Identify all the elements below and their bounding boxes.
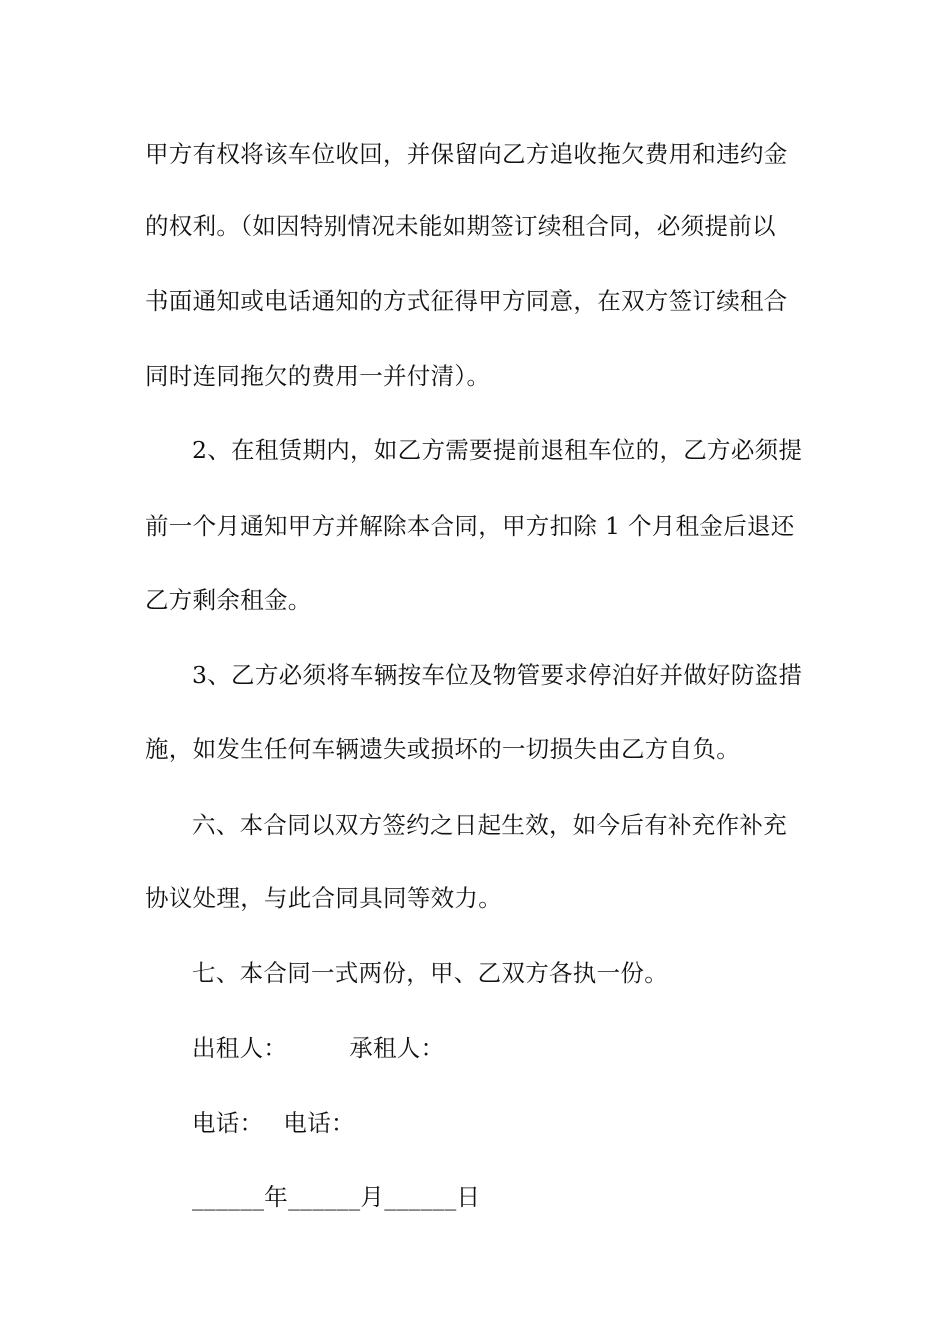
clause-3-line-1: 3、乙方必须将车辆按车位及物管要求停泊好并做好防盗措: [192, 661, 803, 689]
lessee-phone-label: 电话：: [283, 1109, 355, 1137]
clause-2-line-2: 前一个月通知甲方并解除本合同，甲方扣除 1 个月租金后退还: [145, 512, 795, 540]
lessor-label: 出租人：: [192, 1034, 288, 1062]
lessor-phone-label: 电话：: [192, 1109, 264, 1137]
paragraph-line-2: 的权利。（如因特别情况未能如期签订续租合同，必须提前以: [145, 212, 776, 240]
clause-2-line-3: 乙方剩余租金。: [145, 586, 312, 614]
paragraph-line-3: 书面通知或电话通知的方式征得甲方同意，在双方签订续租合: [145, 287, 788, 315]
paragraph-line-1: 甲方有权将该车位收回，并保留向乙方追收拖欠费用和违约金: [145, 140, 788, 168]
signature-phone-row: [192, 1103, 355, 1143]
paragraph-line-4: 同时连同拖欠的费用一并付清）。: [145, 362, 491, 390]
signature-parties-row: [192, 1028, 444, 1068]
signature-date-row: ______年______月______日: [192, 1183, 481, 1211]
lessee-label: 承租人：: [349, 1034, 445, 1062]
clause-3-line-2: 施，如发生任何车辆遗失或损坏的一切损失由乙方自负。: [145, 735, 740, 763]
clause-2-line-1: 2、在租赁期内，如乙方需要提前退租车位的，乙方必须提: [192, 436, 803, 464]
clause-six-line-1: 六、本合同以双方签约之日起生效，如今后有补充作补充: [192, 811, 787, 839]
clause-six-line-2: 协议处理，与此合同具同等效力。: [145, 884, 502, 912]
clause-seven-line: 七、本合同一式两份，甲、乙双方各执一份。: [192, 959, 668, 987]
